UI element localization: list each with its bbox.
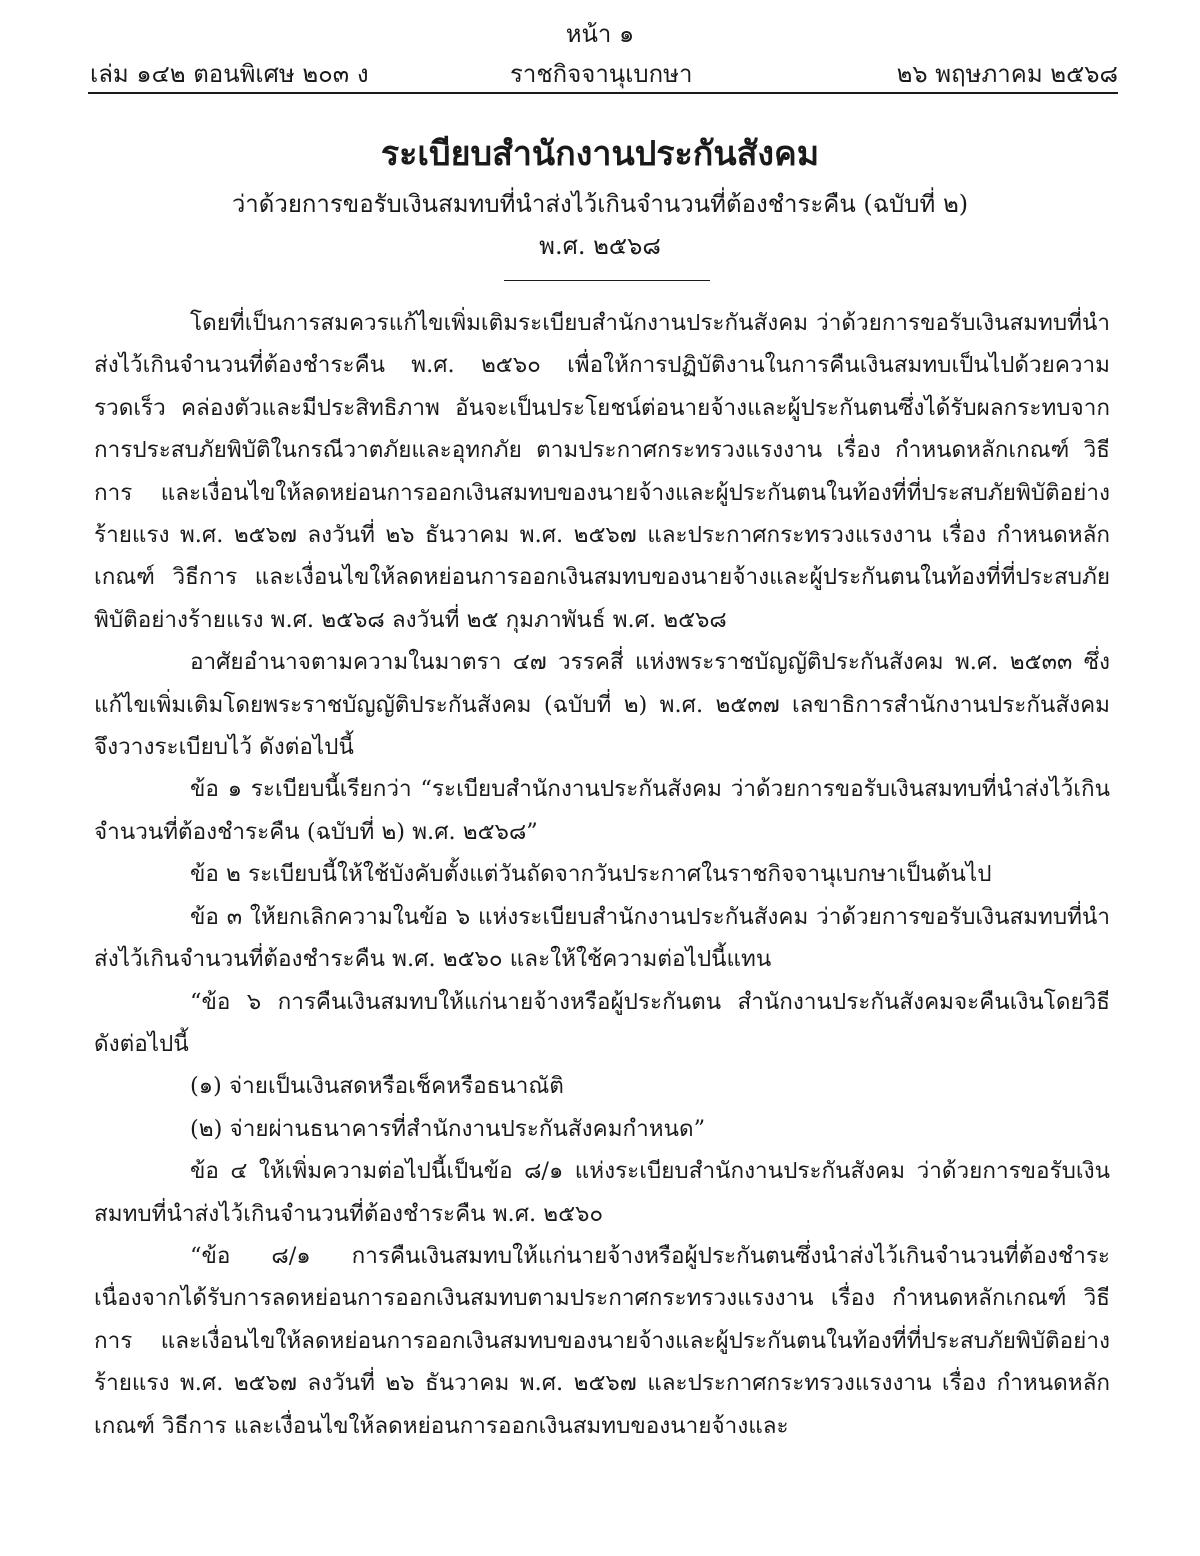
gazette-header bbox=[90, 54, 1118, 90]
clause-1: ข้อ ๑ ระเบียบนี้เรียกว่า “ระเบียบสำนักงานประกันสังคม ว่าด้วยการขอรับเงินสมทบที่นำส่งไว้เกินจำนวนที่ต้องชำระคืน (ฉบับที่ ๒) พ.ศ. ๒๕๖๘” bbox=[94, 776, 1110, 845]
clause-8-1-text: “ข้อ ๘/๑ การคืนเงินสมทบให้แก่นายจ้างหรือผู้ประกันตนซึ่งนำส่งไว้เกินจำนวนที่ต้องชำระเนื่องจากได้รับการลดหย่อนการออกเงินสมทบตามประกาศกระทรวงแรงงาน เรื่อง กำหนดหลักเกณฑ์ วิธีการ และเงื่อนไขให้ลดหย่อนการออกเงินสมทบของนายจ้างและผู้ประกันตนในท้องที่ที่ประสบภัยพิบัติอย่างร้ายแรง พ.ศ. ๒๕๖๗ ลงวันที่ ๒๖ ธันวาคม พ.ศ. ๒๕๖๗ และประกาศกระทรวงแรงงาน เรื่อง กำหนดหลักเกณฑ์ วิธีการ และเงื่อนไขให้ลดหย่อนการออกเงินสมทบของนายจ้างและ bbox=[94, 1242, 1110, 1439]
title-divider bbox=[504, 280, 710, 281]
clause-4: ข้อ ๔ ให้เพิ่มความต่อไปนี้เป็นข้อ ๘/๑ แห่งระเบียบสำนักงานประกันสังคม ว่าด้วยการขอรับเงินสมทบที่นำส่งไว้เกินจำนวนที่ต้องชำระคืน พ.ศ. ๒๕๖๐ bbox=[94, 1158, 1110, 1227]
gazette-volume: เล่ม ๑๔๒ ตอนพิเศษ ๒๐๓ ง bbox=[90, 60, 369, 88]
authority-paragraph: อาศัยอำนาจตามความในมาตรา ๔๗ วรรคสี่ แห่งพระราชบัญญัติประกันสังคม พ.ศ. ๒๕๓๓ ซึ่งแก้ไขเพิ่มเติมโดยพระราชบัญญัติประกันสังคม (ฉบับที่ ๒) พ.ศ. ๒๕๓๗ เลขาธิการสำนักงานประกันสังคม จึงวางระเบียบไว้ ดังต่อไปนี้ bbox=[94, 649, 1110, 761]
document-year: พ.ศ. ๒๕๖๘ bbox=[539, 232, 661, 260]
gazette-date: ๒๖ พฤษภาคม ๒๕๖๘ bbox=[896, 60, 1118, 88]
preamble-paragraph: โดยที่เป็นการสมควรแก้ไขเพิ่มเติมระเบียบสำนักงานประกันสังคม ว่าด้วยการขอรับเงินสมทบที่นำส่งไว้เกินจำนวนที่ต้องชำระคืน พ.ศ. ๒๕๖๐ เพื่อให้การปฏิบัติงานในการคืนเงินสมทบเป็นไปด้วยความรวดเร็ว คล่องตัวและมีประสิทธิภาพ อันจะเป็นประโยชน์ต่อนายจ้างและผู้ประกันตนซึ่งได้รับผลกระทบจากการประสบภัยพิบัติในกรณีวาตภัยและอุทกภัย ตามประกาศกระทรวงแรงงาน เรื่อง กำหนดหลักเกณฑ์ วิธีการ และเงื่อนไขให้ลดหย่อนการออกเงินสมทบของนายจ้างและผู้ประกันตนในท้องที่ที่ประสบภัยพิบัติอย่างร้ายแรง พ.ศ. ๒๕๖๗ ลงวันที่ ๒๖ ธันวาคม พ.ศ. ๒๕๖๗ และประกาศกระทรวงแรงงาน เรื่อง กำหนดหลักเกณฑ์ วิธีการ และเงื่อนไขให้ลดหย่อนการออกเงินสมทบของนายจ้างและผู้ประกันตนในท้องที่ที่ประสบภัยพิบัติอย่างร้ายแรง พ.ศ. ๒๕๖๘ ลงวันที่ ๒๕ กุมภาพันธ์ พ.ศ. ๒๕๖๘ bbox=[94, 310, 1110, 633]
document-body bbox=[94, 302, 1110, 1447]
document-subtitle: ว่าด้วยการขอรับเงินสมทบที่นำส่งไว้เกินจำนวนที่ต้องชำระคืน (ฉบับที่ ๒) bbox=[231, 190, 969, 218]
document-title: ระเบียบสำนักงานประกันสังคม bbox=[380, 134, 820, 174]
clause-2: ข้อ ๒ ระเบียบนี้ให้ใช้บังคับตั้งแต่วันถัดจากวันประกาศในราชกิจจานุเบกษาเป็นต้นไป bbox=[190, 861, 992, 888]
clause-6-text: “ข้อ ๖ การคืนเงินสมทบให้แก่นายจ้างหรือผู้ประกันตน สำนักงานประกันสังคมจะคืนเงินโดยวิธี ดังต่อไปนี้ bbox=[94, 988, 1110, 1057]
header-divider bbox=[88, 92, 1118, 94]
clause-6-item-2: (๒) จ่ายผ่านธนาคารที่สำนักงานประกันสังคมกำหนด” bbox=[190, 1115, 706, 1142]
clause-6-item-1: (๑) จ่ายเป็นเงินสดหรือเช็คหรือธนาณัติ bbox=[190, 1073, 564, 1100]
clause-3: ข้อ ๓ ให้ยกเลิกความในข้อ ๖ แห่งระเบียบสำนักงานประกันสังคม ว่าด้วยการขอรับเงินสมทบที่นำส่งไว้เกินจำนวนที่ต้องชำระคืน พ.ศ. ๒๕๖๐ และให้ใช้ความต่อไปนี้แทน bbox=[94, 903, 1110, 973]
gazette-name: ราชกิจจานุเบกษา bbox=[510, 60, 693, 88]
page-number: หน้า ๑ bbox=[565, 20, 635, 48]
